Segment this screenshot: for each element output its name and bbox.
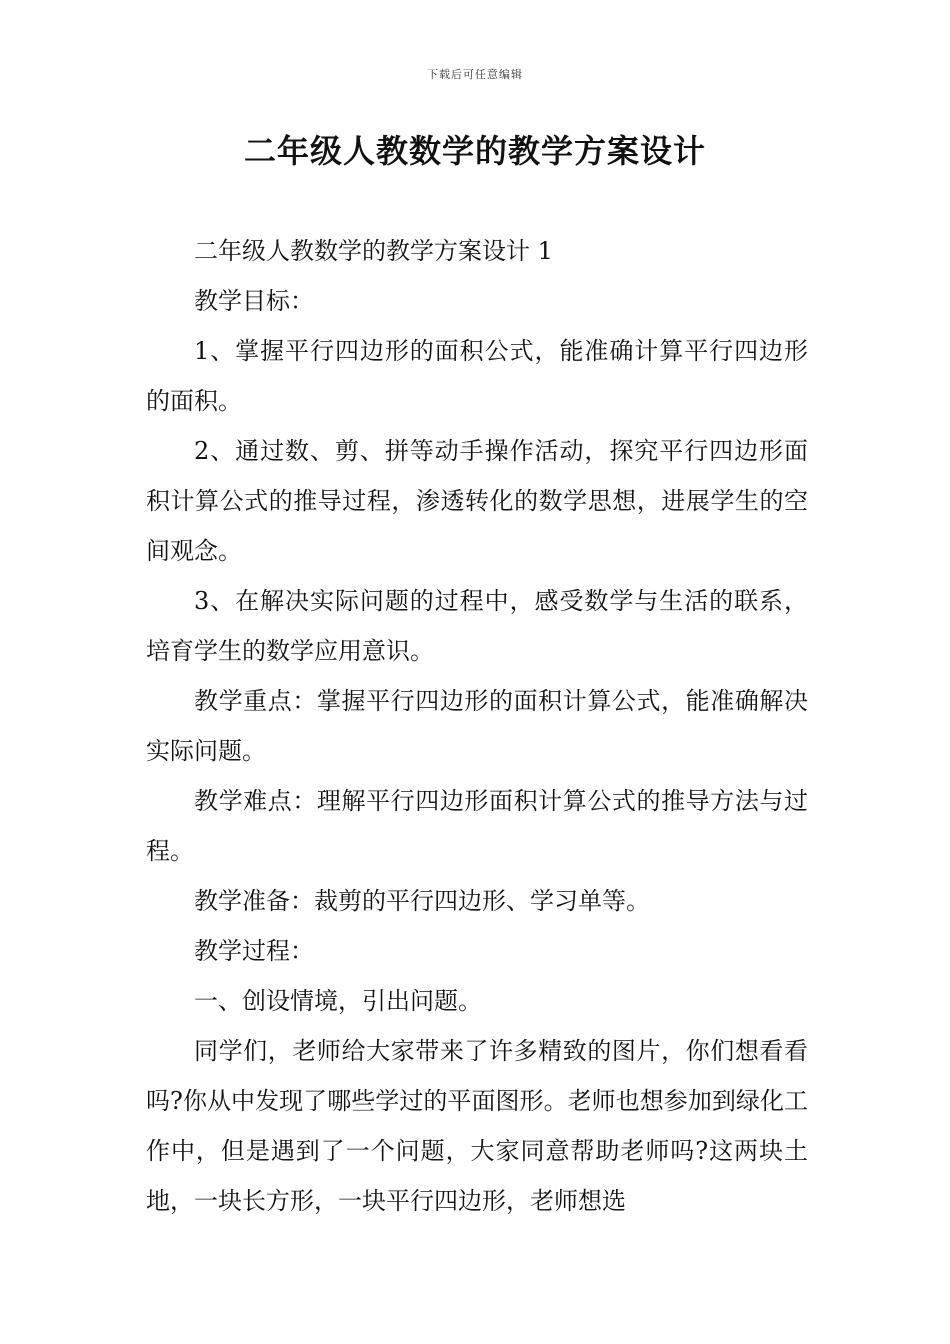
paragraph-objective-1: 1、掌握平行四边形的面积公式，能准确计算平行四边形的面积。 (146, 337, 808, 415)
document-title: 二年级人教数学的教学方案设计 (243, 132, 706, 170)
paragraph-section-heading: 二年级人教数学的教学方案设计 1 (194, 237, 553, 265)
document-body (146, 226, 808, 1226)
paragraph-process-label: 教学过程： (194, 937, 314, 965)
header-note: 下载后可任意编辑 (427, 68, 523, 81)
paragraph-key-point: 教学重点：掌握平行四边形的面积计算公式，能准确解决实际问题。 (146, 687, 808, 765)
paragraph-objectives-label: 教学目标： (194, 287, 314, 315)
paragraph-objective-2: 2、通过数、剪、拼等动手操作活动，探究平行四边形面积计算公式的推导过程，渗透转化的数学思想，进展学生的空间观念。 (146, 437, 808, 565)
paragraph-difficulty: 教学难点：理解平行四边形面积计算公式的推导方法与过程。 (146, 787, 808, 865)
paragraph-step-1-body: 同学们，老师给大家带来了许多精致的图片，你们想看看吗?你从中发现了哪些学过的平面图形。老师也想参加到绿化工作中，但是遇到了一个问题，大家同意帮助老师吗?这两块土地，一块长方形，一块平行四边形，老师想选 (146, 1037, 808, 1215)
paragraph-step-1: 一、创设情境，引出问题。 (194, 987, 482, 1015)
paragraph-objective-3: 3、在解决实际问题的过程中，感受数学与生活的联系，培育学生的数学应用意识。 (146, 587, 808, 665)
paragraph-preparation: 教学准备：裁剪的平行四边形、学习单等。 (194, 887, 650, 915)
